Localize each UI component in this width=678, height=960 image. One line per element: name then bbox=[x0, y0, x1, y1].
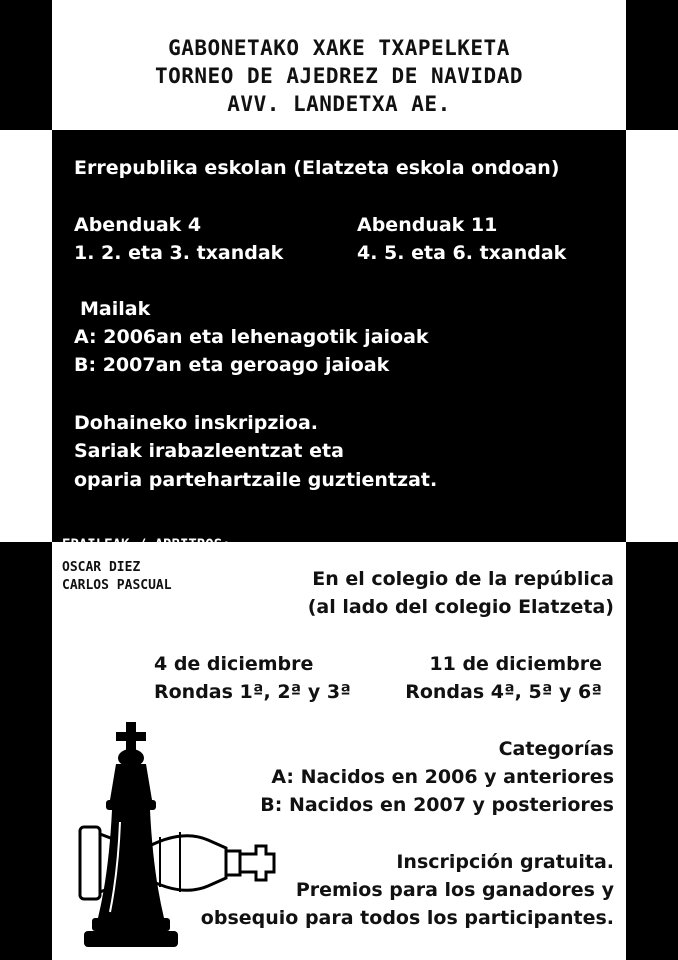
spanish-category-a: A: Nacidos en 2006 y anteriores bbox=[271, 766, 614, 788]
basque-categories-title: Mailak bbox=[80, 298, 151, 320]
checker-square bbox=[0, 542, 52, 960]
spanish-info-2: Premios para los ganadores y bbox=[295, 879, 614, 901]
spanish-categories-title: Categorías bbox=[498, 738, 614, 760]
poster-title-spanish: TORNEO DE AJEDREZ DE NAVIDAD bbox=[154, 64, 523, 88]
poster-title-basque: GABONETAKO XAKE TXAPELKETA bbox=[168, 36, 510, 60]
basque-date-1: Abenduak 4 bbox=[74, 214, 202, 236]
arbiters-title: EPAILEAK / ARBITROS: bbox=[62, 537, 231, 553]
arbiter-name-1: OSCAR DIEZ bbox=[62, 560, 141, 575]
spanish-category-b: B: Nacidos en 2007 y posteriores bbox=[260, 794, 614, 816]
spanish-rounds-1: Rondas 1ª, 2ª y 3ª bbox=[154, 681, 351, 703]
spanish-location-2: (al lado del colegio Elatzeta) bbox=[307, 596, 614, 618]
basque-date-2: Abenduak 11 bbox=[357, 214, 498, 236]
spanish-rounds-2: Rondas 4ª, 5ª y 6ª bbox=[405, 681, 602, 703]
basque-category-a: A: 2006an eta lehenagotik jaioak bbox=[74, 326, 429, 348]
spanish-date-2: 11 de diciembre bbox=[429, 653, 602, 675]
spanish-date-1: 4 de diciembre bbox=[154, 653, 314, 675]
basque-rounds-1: 1. 2. eta 3. txandak bbox=[74, 242, 284, 264]
basque-info-2: Sariak irabazleentzat eta bbox=[74, 440, 344, 462]
poster-organizer: AVV. LANDETXA AE. bbox=[227, 92, 451, 116]
spanish-location-1: En el colegio de la república bbox=[312, 568, 614, 590]
basque-info-3: oparia partehartzaile guztientzat. bbox=[74, 469, 438, 491]
basque-rounds-2: 4. 5. eta 6. txandak bbox=[357, 242, 567, 264]
checker-square bbox=[626, 542, 678, 960]
chess-illustration bbox=[60, 722, 280, 952]
arbiter-name-2: CARLOS PASCUAL bbox=[62, 578, 172, 593]
spanish-info-1: Inscripción gratuita. bbox=[396, 851, 614, 873]
basque-location: Errepublika eskolan (Elatzeta eskola ondoan) bbox=[74, 157, 560, 179]
spanish-info-3: obsequio para todos los participantes. bbox=[200, 907, 614, 929]
basque-info-1: Dohaineko inskripzioa. bbox=[74, 412, 319, 434]
basque-category-b: B: 2007an eta geroago jaioak bbox=[74, 354, 390, 376]
